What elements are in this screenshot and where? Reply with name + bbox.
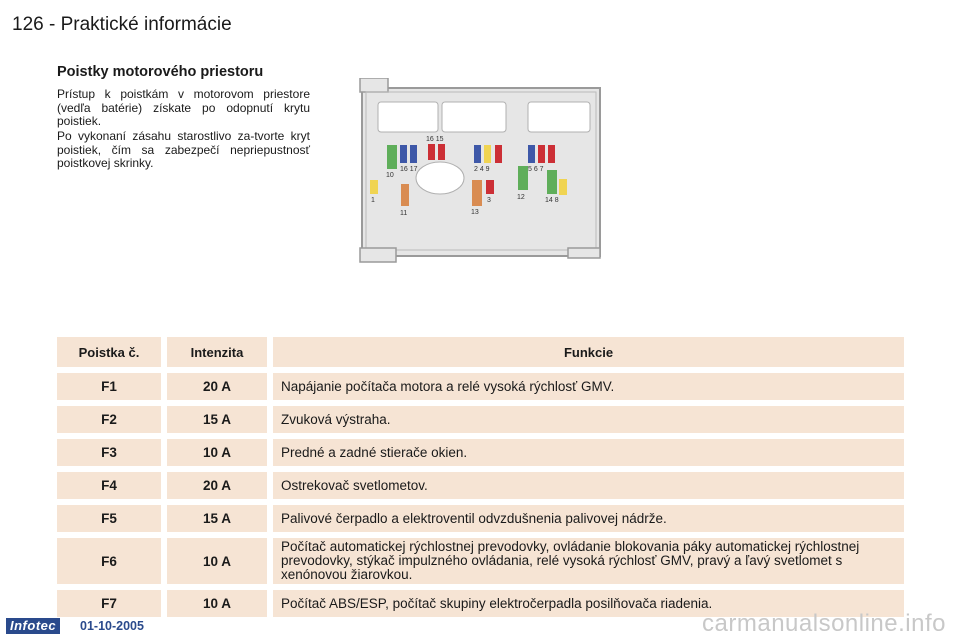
page-header xyxy=(12,14,232,36)
fuse-function: Počítač ABS/ESP, počítač skupiny elektročerpadla posilňovača riadenia. xyxy=(267,590,904,617)
fuse-number: F5 xyxy=(57,505,161,532)
fuse-function: Predné a zadné stierače okien. xyxy=(267,439,904,466)
fuse-13 xyxy=(472,180,482,206)
fuse-amperage: 15 A xyxy=(161,406,267,433)
page-number: 126 xyxy=(12,14,44,35)
label-16-15: 16 15 xyxy=(426,136,444,143)
closing-paragraph: Po vykonaní zásahu starostlivo za-tvorte kryt poistiek, čím sa zabezpečí nepriepustnosť poistkovej skrinky. xyxy=(57,129,310,171)
fuse-12 xyxy=(518,166,528,190)
fuse-box-tab-top xyxy=(360,78,388,92)
col-amperage: Intenzita xyxy=(161,337,267,367)
fuse-2 xyxy=(474,145,481,163)
page-title: Praktické informácie xyxy=(60,14,232,35)
access-paragraph: Prístup k poistkám v motorovom priestore (vedľa batérie) získate po odopnutí krytu poistiek. xyxy=(57,87,310,129)
fuse-amperage: 20 A xyxy=(161,472,267,499)
infotec-logo: Infotec xyxy=(6,618,60,634)
fuse-amperage: 10 A xyxy=(161,439,267,466)
fuse-14 xyxy=(547,170,557,194)
fuse-16 xyxy=(400,145,407,163)
fuse-number: F1 xyxy=(57,373,161,400)
label-2-4-9: 2 4 9 xyxy=(474,166,490,173)
fuse-number: F4 xyxy=(57,472,161,499)
relay-slot-3 xyxy=(528,102,590,132)
edition-date: 01-10-2005 xyxy=(80,619,144,633)
label-3: 3 xyxy=(487,197,491,204)
table-row xyxy=(57,406,904,433)
fuse-10 xyxy=(387,145,397,169)
watermark: carmanualsonline.info xyxy=(702,610,946,637)
fuse-table xyxy=(57,331,904,623)
table-row xyxy=(57,373,904,400)
fuse-number: F2 xyxy=(57,406,161,433)
header-separator: - xyxy=(43,14,61,35)
label-5-6-7: 5 6 7 xyxy=(528,166,544,173)
table-row xyxy=(57,538,904,584)
label-11: 11 xyxy=(400,210,408,217)
relay-slot-1 xyxy=(378,102,438,132)
fuse-amperage: 10 A xyxy=(161,590,267,617)
fuse-8 xyxy=(559,179,567,195)
section-title: Poistky motorového priestoru xyxy=(57,64,264,80)
fuse-7 xyxy=(548,145,555,163)
col-fuse-number: Poistka č. xyxy=(57,337,161,367)
fuse-function: Zvuková výstraha. xyxy=(267,406,904,433)
table-header-row xyxy=(57,337,904,367)
fuse-function: Napájanie počítača motora a relé vysoká rýchlosť GMV. xyxy=(267,373,904,400)
relay-slot-2 xyxy=(442,102,506,132)
fuse-number: F3 xyxy=(57,439,161,466)
fuse-4 xyxy=(484,145,491,163)
fuse-amperage: 15 A xyxy=(161,505,267,532)
fuse-6 xyxy=(538,145,545,163)
fuse-number: F7 xyxy=(57,590,161,617)
fuse-16-top xyxy=(428,144,435,160)
fuse-function: Palivové čerpadlo a elektroventil odvzdušnenia palivovej nádrže. xyxy=(267,505,904,532)
table-row xyxy=(57,472,904,499)
fuse-box-tab-bottom-left xyxy=(360,248,396,262)
fuse-function: Ostrekovač svetlometov. xyxy=(267,472,904,499)
fuse-amperage: 10 A xyxy=(161,538,267,584)
fuse-9 xyxy=(495,145,502,163)
table-row xyxy=(57,439,904,466)
label-16-17: 16 17 xyxy=(400,166,418,173)
fuse-1 xyxy=(370,180,378,194)
fuse-box-tab-bottom-right xyxy=(568,248,600,258)
fuse-15 xyxy=(438,144,445,160)
label-14-8: 14 8 xyxy=(545,197,559,204)
label-1: 1 xyxy=(371,197,375,204)
fuse-17 xyxy=(410,145,417,163)
fuse-3 xyxy=(486,180,494,194)
fuse-box-diagram xyxy=(358,78,604,266)
table-row xyxy=(57,505,904,532)
fuse-number: F6 xyxy=(57,538,161,584)
center-opening xyxy=(416,162,464,194)
label-12: 12 xyxy=(517,194,525,201)
label-10: 10 xyxy=(386,172,394,179)
label-13: 13 xyxy=(471,209,479,216)
fuse-5 xyxy=(528,145,535,163)
fuse-amperage: 20 A xyxy=(161,373,267,400)
fuse-function: Počítač automatickej rýchlostnej prevodovky, ovládanie blokovania páky automatickej rýchlostnej prevodovky, stýkač impulzného ovládania, relé vysoká rýchlosť GMV, pravý a ľavý svetlomet s xenónovou žiarovkou. xyxy=(267,538,904,584)
col-function: Funkcie xyxy=(267,337,904,367)
fuse-11 xyxy=(401,184,409,206)
